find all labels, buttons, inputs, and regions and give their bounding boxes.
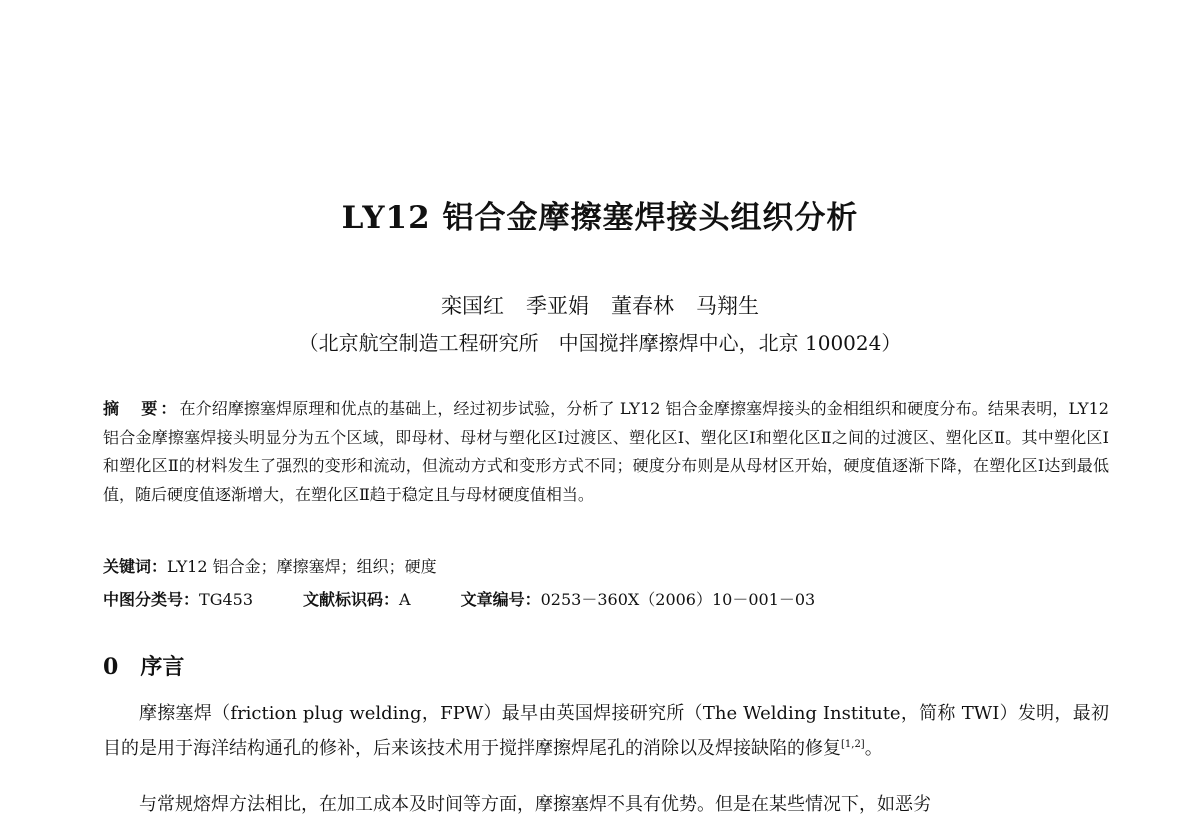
keywords-text: LY12 铝合金；摩擦塞焊；组织；硬度 [167,557,437,576]
abstract-label: 摘 要： [103,399,180,418]
author-name: 季亚娟 [526,294,589,318]
author-name: 栾国红 [441,294,504,318]
clc-label: 中图分类号： [103,590,200,609]
author-name: 董春林 [611,294,674,318]
paragraph-text: 摩擦塞焊（friction plug welding，FPW）最早由英国焊接研究所（The Welding Institute，简称 TWI）发明，最初目的是用于海洋结构通孔的修补，后来该技术用于搅拌摩擦焊尾孔的消除以及焊接缺陷的修复 [103,703,1109,759]
section-heading [103,650,184,681]
clc-value: TG453 [199,590,254,609]
paragraph-end: 。 [864,738,883,759]
section-number: 0 [103,654,119,680]
abstract [103,395,1109,509]
abstract-text: 在介绍摩擦塞焊原理和优点的基础上，经过初步试验，分析了 LY12 铝合金摩擦塞焊接头的金相组织和硬度分布。结果表明，LY12 铝合金摩擦塞焊接头明显分为五个区域，即母材、母材与塑化区Ⅰ过渡区、塑化区Ⅰ、塑化区Ⅰ和塑化区Ⅱ之间的过渡区、塑化区Ⅱ。其中塑化区Ⅰ和塑化区Ⅱ的材料发生了强烈的变形和流动，但流动方式和变形方式不同；硬度分布则是从母材区开始，硬度值逐渐下降，在塑化区Ⅰ达到最低值，随后硬度值逐渐增大，在塑化区Ⅱ趋于稳定且与母材硬度值相当。 [103,399,1109,504]
classification-line [103,587,865,610]
author-list [0,290,1200,320]
section-title: 序言 [140,654,185,680]
article-number-value: 0253－360X（2006）10－001－03 [540,590,816,609]
affiliation: （北京航空制造工程研究所 中国搅拌摩擦焊中心，北京 100024） [298,331,902,355]
article-number-label: 文章编号： [460,590,541,609]
citation-ref: [1,2] [841,739,865,750]
body-paragraph [103,789,1109,820]
article-number [461,587,816,610]
document-code-label: 文献标识码： [303,590,400,609]
clc-number [103,587,253,610]
keywords-label: 关键词： [103,557,168,576]
paper-title: LY12 铝合金摩擦塞焊接头组织分析 [341,200,859,236]
body-paragraph [103,698,1109,764]
keywords [103,554,437,577]
paragraph-text: 与常规熔焊方法相比，在加工成本及时间等方面，摩擦塞焊不具有优势。但是在某些情况下，如恶劣 [139,794,931,815]
document-code-value: A [399,590,411,609]
document-code [303,587,411,610]
author-name: 马翔生 [696,294,759,318]
